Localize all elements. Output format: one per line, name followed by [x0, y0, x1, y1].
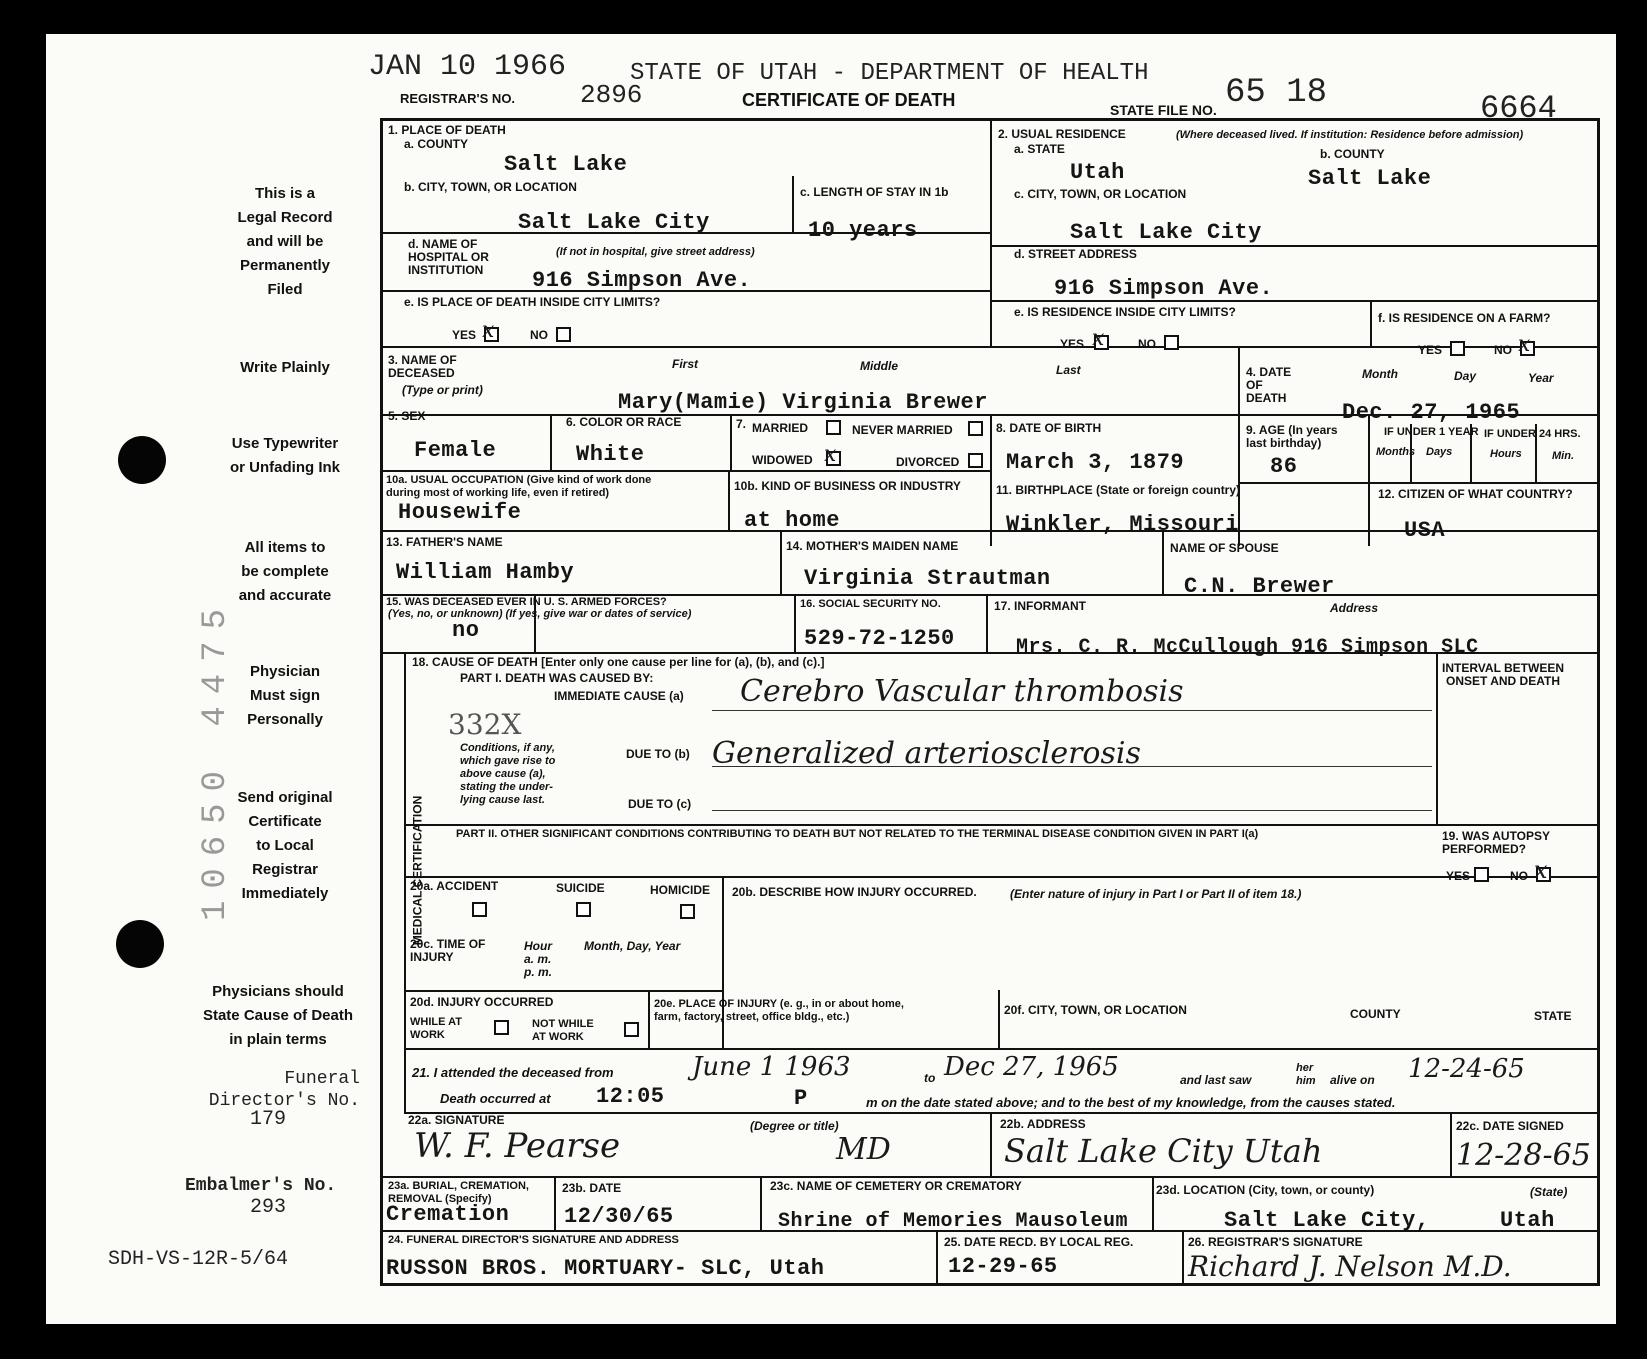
value-res-state: Utah: [1070, 160, 1125, 185]
label-while-at-work: WHILE AT WORK: [410, 1016, 462, 1041]
value-date-received: 12-29-65: [948, 1254, 1058, 1279]
value-res-county: Salt Lake: [1308, 166, 1432, 191]
agency-title: STATE OF UTAH - DEPARTMENT OF HEALTH: [630, 60, 1149, 87]
value-business: at home: [744, 508, 840, 533]
checkbox-never-married[interactable]: [968, 421, 983, 436]
label-informant-address: Address: [1330, 601, 1379, 615]
value-birthplace: Winkler, Missouri: [1006, 512, 1239, 537]
label-hour: Hour a. m. p. m.: [524, 939, 553, 979]
label-race: 6. COLOR OR RACE: [566, 415, 682, 429]
value-am-pm: P: [794, 1086, 808, 1111]
label-disposition: 23a. BURIAL, CREMATION, REMOVAL (Specify): [388, 1180, 529, 1205]
write-plainly-note: Write Plainly: [240, 359, 330, 376]
value-informant: Mrs. C. R. McCullough 916 Simpson SLC: [1016, 636, 1479, 659]
value-attended-from: June 1 1963: [692, 1052, 851, 1082]
label-homicide: HOMICIDE: [650, 883, 710, 897]
vertical-number: 10650 4475: [197, 596, 235, 922]
label-min: Min.: [1552, 450, 1574, 462]
value-city: Salt Lake City: [518, 210, 710, 235]
form-code: SDH-VS-12R-5/64: [108, 1248, 289, 1271]
label-city: b. CITY, TOWN, OR LOCATION: [404, 180, 577, 194]
label-month: Month: [1362, 367, 1398, 381]
label-res-inside-city: e. IS RESIDENCE INSIDE CITY LIMITS?: [1014, 305, 1236, 319]
label-ssn: 16. SOCIAL SECURITY NO.: [800, 598, 941, 610]
embalmer-label: Embalmer's No.: [185, 1176, 337, 1196]
label-suicide: SUICIDE: [556, 881, 605, 895]
value-res-city: Salt Lake City: [1070, 220, 1262, 245]
checkbox-homicide[interactable]: [680, 904, 695, 919]
label-res-city: c. CITY, TOWN, OR LOCATION: [1014, 187, 1187, 201]
label-yes-1e: YES: [452, 328, 477, 342]
checkbox-1e-no[interactable]: [556, 327, 571, 342]
checkbox-married[interactable]: [826, 420, 841, 435]
label-not-while-at-work: NOT WHILE AT WORK: [532, 1018, 594, 1043]
value-attended-to: Dec 27, 1965: [944, 1052, 1119, 1082]
label-injury-occurred: 20d. INJURY OCCURRED: [410, 995, 554, 1009]
value-location: Salt Lake City,: [1224, 1208, 1430, 1233]
label-cemetery: 23c. NAME OF CEMETERY OR CREMATORY: [770, 1179, 1022, 1193]
label-citizen: 12. CITIZEN OF WHAT COUNTRY?: [1378, 487, 1573, 501]
state-file-number: 65 18: [1225, 74, 1328, 112]
value-disposition-date: 12/30/65: [564, 1204, 674, 1229]
certificate-title: CERTIFICATE OF DEATH: [742, 90, 956, 110]
label-mother: 14. MOTHER'S MAIDEN NAME: [786, 539, 959, 553]
label-type-or-print: (Type or print): [402, 383, 483, 397]
label-business: 10b. KIND OF BUSINESS OR INDUSTRY: [734, 479, 961, 493]
label-part-1: PART I. DEATH WAS CAUSED BY:: [460, 671, 654, 685]
funeral-director-label: Funeral Director's No.: [208, 1069, 360, 1111]
label-time-of-injury: 20c. TIME OF INJURY: [410, 937, 486, 964]
label-registrar-signature: 26. REGISTRAR'S SIGNATURE: [1188, 1235, 1363, 1249]
typewriter-note: Use Typewriter or Unfading Ink: [230, 435, 340, 476]
value-father: William Hamby: [396, 560, 575, 585]
checkbox-divorced[interactable]: [968, 453, 983, 468]
checkbox-2f-yes[interactable]: [1450, 341, 1465, 356]
label-no-1e: NO: [530, 328, 548, 342]
physicians-cause-note: Physicians should State Cause of Death in plain terms: [202, 983, 354, 1048]
label-usual-residence: 2. USUAL RESIDENCE: [998, 127, 1126, 141]
value-immediate-cause: Cerebro Vascular thrombosis: [740, 674, 1184, 709]
label-inside-city: e. IS PLACE OF DEATH INSIDE CITY LIMITS?: [404, 295, 661, 309]
label-sex: 5. SEX: [388, 409, 426, 423]
label-county: a. COUNTY: [404, 137, 469, 151]
label-her-him: her him: [1296, 1062, 1316, 1087]
corner-number: 6664: [1480, 90, 1557, 127]
label-date-of-death: 4. DATE OF DEATH: [1246, 365, 1292, 405]
mark-2e-yes: x: [1092, 326, 1105, 351]
label-first: First: [672, 357, 699, 371]
label-under-1yr: IF UNDER 1 YEAR: [1384, 426, 1479, 438]
label-widowed: WIDOWED: [752, 453, 813, 467]
label-month-day-year: Month, Day, Year: [584, 939, 681, 953]
value-res-street: 916 Simpson Ave.: [1054, 276, 1274, 301]
legal-record-note: This is a Legal Record and will be Permanently Filed: [237, 185, 333, 298]
label-hours: Hours: [1490, 448, 1522, 460]
label-autopsy-no: NO: [1510, 869, 1528, 883]
label-due-to-c: DUE TO (c): [628, 797, 692, 811]
label-farm: f. IS RESIDENCE ON A FARM?: [1378, 311, 1551, 325]
label-m-on-date: m on the date stated above; and to the best of my knowledge, from the causes stated.: [866, 1095, 1396, 1110]
label-informant: 17. INFORMANT: [994, 599, 1087, 613]
mark-autopsy-no: x: [1534, 856, 1548, 884]
label-never-married: NEVER MARRIED: [852, 423, 953, 437]
label-street: d. STREET ADDRESS: [1014, 247, 1137, 261]
label-days: Days: [1426, 446, 1453, 458]
value-due-to-b: Generalized arteriosclerosis: [712, 736, 1141, 771]
label-under-24hr: IF UNDER 24 HRS.: [1484, 428, 1581, 440]
value-location-state: Utah: [1500, 1208, 1555, 1233]
label-hospital-note: (If not in hospital, give street address): [556, 246, 755, 258]
label-date-received: 25. DATE RECD. BY LOCAL REG.: [944, 1235, 1134, 1249]
value-sex: Female: [414, 438, 497, 463]
value-mother: Virginia Strautman: [804, 566, 1051, 591]
value-race: White: [576, 442, 645, 467]
funeral-director-number: 179: [250, 1108, 287, 1131]
value-citizen: USA: [1404, 518, 1446, 543]
label-middle: Middle: [860, 359, 898, 373]
label-describe-injury: 20b. DESCRIBE HOW INJURY OCCURRED.: [732, 885, 977, 899]
send-original-note: Send original Certificate to Local Registrar Immediately: [237, 789, 333, 902]
label-occupation: 10a. USUAL OCCUPATION (Give kind of work done during most of working life, even if retired): [386, 474, 652, 499]
value-deceased-name: Mary(Mamie) Virginia Brewer: [618, 390, 988, 415]
value-degree: MD: [836, 1132, 891, 1167]
label-res-county: b. COUNTY: [1320, 147, 1385, 161]
label-medical-certification: MEDICAL CERTIFICATION: [410, 795, 425, 946]
label-injury-county: COUNTY: [1350, 1007, 1401, 1021]
label-injury-state: STATE: [1534, 1009, 1572, 1023]
registrar-number-label: REGISTRAR'S NO.: [400, 91, 516, 106]
label-divorced: DIVORCED: [896, 455, 960, 469]
label-location-state: (State): [1530, 1185, 1568, 1199]
checkbox-accident[interactable]: [472, 902, 487, 917]
label-conditions: Conditions, if any, which gave rise to above cause (a), stating the under- lying cause last.: [460, 742, 556, 806]
value-date-of-death: Dec. 27, 1965: [1342, 400, 1521, 425]
punch-hole-bottom: [116, 920, 164, 968]
label-disposition-date: 23b. DATE: [562, 1181, 622, 1195]
label-describe-injury-note: (Enter nature of injury in Part I or Part II of item 18.): [1010, 887, 1302, 901]
label-months: Months: [1376, 446, 1416, 458]
label-injury-city: 20f. CITY, TOWN, OR LOCATION: [1004, 1003, 1187, 1017]
complete-accurate-note: All items to be complete and accurate: [238, 539, 332, 604]
label-interval: INTERVAL BETWEEN ONSET AND DEATH: [1442, 661, 1565, 688]
value-spouse: C.N. Brewer: [1184, 574, 1335, 599]
value-armed-forces: no: [452, 618, 480, 643]
mark-widowed: x: [824, 442, 837, 467]
label-place-of-injury: 20e. PLACE OF INJURY (e. g., in or about home, farm, factory, street, office bldg., etc.): [654, 998, 904, 1023]
label-place-of-death: 1. PLACE OF DEATH: [388, 123, 506, 137]
punch-hole-top: [118, 436, 166, 484]
value-physician-signature: W. F. Pearse: [414, 1126, 621, 1166]
value-county: Salt Lake: [504, 152, 628, 177]
label-physician-address: 22b. ADDRESS: [1000, 1117, 1086, 1131]
value-funeral-director: RUSSON BROS. MORTUARY- SLC, Utah: [386, 1256, 825, 1281]
label-cause-of-death: 18. CAUSE OF DEATH [Enter only one cause per line for (a), (b), and (c).]: [412, 655, 825, 669]
value-date-signed: 12-28-65: [1456, 1138, 1591, 1173]
state-file-label: STATE FILE NO.: [1110, 102, 1217, 118]
label-accident: 20a. ACCIDENT: [410, 879, 499, 893]
value-last-saw: 12-24-65: [1408, 1054, 1525, 1084]
label-signature: 22a. SIGNATURE: [408, 1113, 505, 1127]
value-registrar-signature: Richard J. Nelson M.D.: [1188, 1250, 1512, 1283]
label-death-occurred: Death occurred at: [440, 1091, 551, 1106]
value-ssn: 529-72-1250: [804, 626, 955, 651]
checkbox-not-while-at-work[interactable]: [624, 1022, 639, 1037]
label-hospital: d. NAME OF HOSPITAL OR INSTITUTION: [408, 237, 489, 277]
checkbox-autopsy-yes[interactable]: [1474, 867, 1489, 882]
label-marital: 7.: [736, 417, 747, 431]
label-length-of-stay: c. LENGTH OF STAY IN 1b: [800, 185, 949, 199]
label-alive-on: alive on: [1330, 1073, 1375, 1087]
checkbox-suicide[interactable]: [576, 902, 591, 917]
label-state: a. STATE: [1014, 142, 1065, 156]
label-last: Last: [1056, 363, 1081, 377]
label-birthplace: 11. BIRTHPLACE (State or foreign country): [996, 483, 1241, 497]
label-dob: 8. DATE OF BIRTH: [996, 421, 1102, 435]
label-spouse: NAME OF SPOUSE: [1170, 541, 1279, 555]
value-cemetery: Shrine of Memories Mausoleum: [778, 1210, 1129, 1233]
label-father: 13. FATHER'S NAME: [386, 535, 503, 549]
label-married: MARRIED: [752, 421, 808, 435]
label-funeral-director: 24. FUNERAL DIRECTOR'S SIGNATURE AND ADDRESS: [388, 1234, 679, 1246]
checkbox-2e-no[interactable]: [1164, 335, 1179, 350]
label-age: 9. AGE (In years last birthday): [1246, 423, 1338, 450]
checkbox-while-at-work[interactable]: [494, 1020, 509, 1035]
label-to: to: [924, 1071, 936, 1085]
physician-sign-note: Physician Must sign Personally: [247, 663, 323, 728]
value-cause-code: 332X: [448, 708, 522, 741]
value-length-of-stay: 10 years: [808, 218, 918, 243]
label-date-signed: 22c. DATE SIGNED: [1456, 1119, 1564, 1133]
label-no-2e: NO: [1138, 337, 1156, 351]
label-autopsy-yes: YES: [1446, 869, 1471, 883]
label-attended: 21. I attended the deceased from: [412, 1065, 614, 1080]
label-no-2f: NO: [1494, 343, 1512, 357]
mark-2f-no: x: [1518, 332, 1531, 357]
value-dob: March 3, 1879: [1006, 450, 1185, 475]
value-occupation: Housewife: [398, 500, 522, 525]
label-last-saw: and last saw: [1180, 1073, 1252, 1087]
label-armed-forces-note: (Yes, no, or unknown) (If yes, give war or dates of service): [388, 608, 692, 620]
value-physician-address: Salt Lake City Utah: [1004, 1132, 1323, 1170]
value-time-of-death: 12:05: [596, 1084, 665, 1109]
label-day: Day: [1454, 369, 1477, 383]
label-name-deceased: 3. NAME OF DECEASED: [388, 353, 457, 380]
label-part-2: PART II. OTHER SIGNIFICANT CONDITIONS CONTRIBUTING TO DEATH BUT NOT RELATED TO THE TERMINAL DISEASE CONDITION GIVEN IN PART I(a): [456, 828, 1259, 840]
value-disposition: Cremation: [386, 1202, 510, 1227]
label-year: Year: [1528, 371, 1554, 385]
label-due-to-b: DUE TO (b): [626, 747, 690, 761]
registrar-number: 2896: [580, 80, 643, 110]
value-age: 86: [1270, 454, 1298, 479]
label-location: 23d. LOCATION (City, town, or county): [1156, 1183, 1375, 1197]
label-autopsy: 19. WAS AUTOPSY PERFORMED?: [1442, 829, 1551, 856]
label-yes-2e: YES: [1060, 337, 1085, 351]
received-date-stamp: JAN 10 1966: [368, 50, 567, 84]
label-immediate-cause: IMMEDIATE CAUSE (a): [554, 689, 684, 703]
embalmer-number: 293: [250, 1196, 287, 1219]
label-armed-forces: 15. WAS DECEASED EVER IN U. S. ARMED FORCES?: [386, 596, 667, 608]
value-hospital: 916 Simpson Ave.: [532, 268, 752, 293]
label-residence-note: (Where deceased lived. If institution: Residence before admission): [1176, 129, 1524, 141]
label-yes-2f: YES: [1418, 343, 1443, 357]
mark-1e-yes: x: [482, 318, 495, 343]
label-degree: (Degree or title): [750, 1119, 839, 1133]
